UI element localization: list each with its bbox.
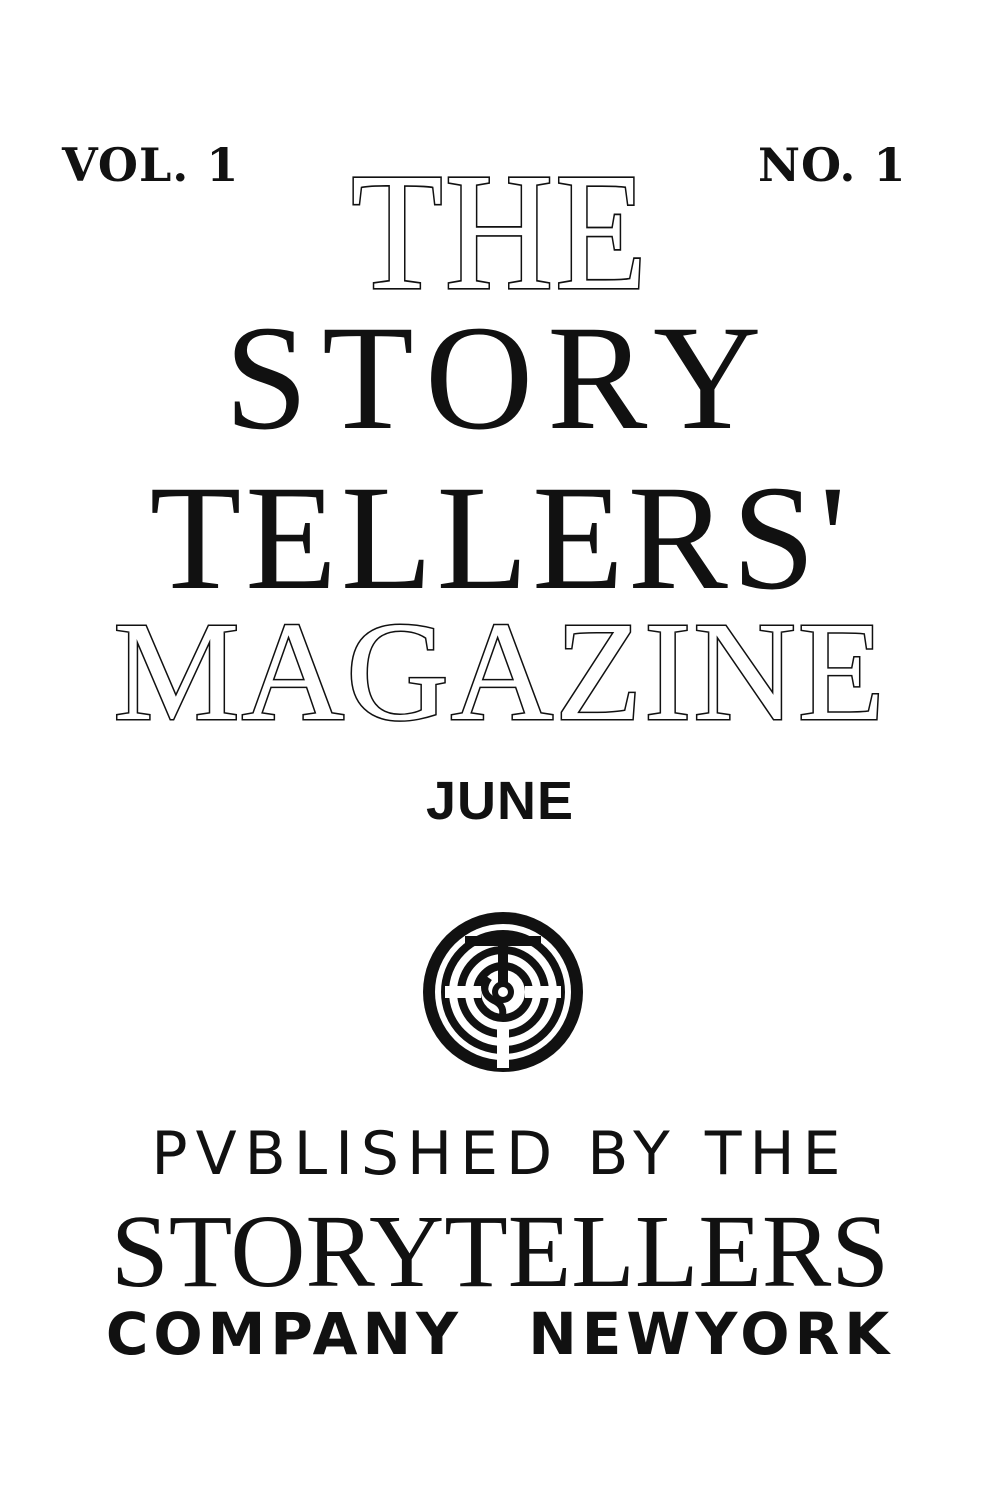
issue-month: JUNE	[425, 771, 575, 831]
title-line-magazine: MAGAZINE	[113, 592, 887, 750]
publisher-name: STORYTELLERS	[110, 1194, 890, 1309]
story-tellers-circle-monogram-icon	[419, 908, 587, 1076]
publisher-line-1: PVBLISHED BY THE	[151, 1119, 849, 1189]
title-line-story: STORY	[224, 295, 776, 461]
title-line-the: THE	[351, 139, 649, 325]
publisher-location: COMPANY NEWYORK	[105, 1300, 895, 1368]
volume-label: VOL. 1	[62, 138, 240, 192]
title-line-tellers: TELLERS'	[149, 455, 851, 621]
issue-number-label: NO. 1	[758, 138, 907, 192]
